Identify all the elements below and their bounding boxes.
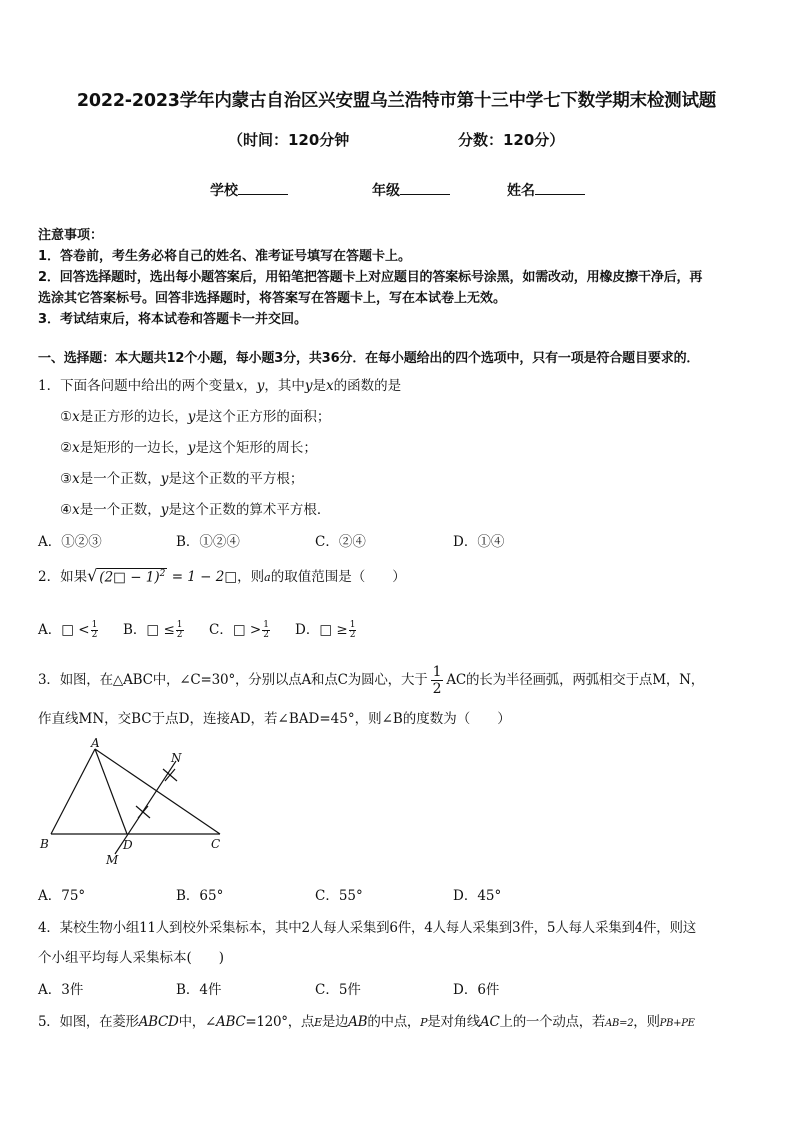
label-n: N [171,751,182,765]
item-num: ① [60,409,73,425]
q1-text: 1．下面各问题中给出的两个变量 [38,378,236,394]
question-2-stem [38,565,406,585]
point-e: E [314,1016,322,1029]
segment-ab [51,749,95,834]
arc-mark-lower [138,806,148,818]
q1-option-c: C．②④ [315,534,366,550]
q2-text: ，则 [237,569,265,585]
q1-text: 是 [312,378,326,394]
q1-option-d: D．①④ [453,534,505,550]
notes-line-4: 3．考试结束后，将本试卷和答题卡一并交回。 [38,312,308,327]
notes-line-1: 1．答卷前，考生务必将自己的姓名、准考证号填写在答题卡上。 [38,249,412,264]
var-x: x [326,378,334,394]
q3-text: 3．如图，在△ABC中，∠C=30°，分别以点A和点C为圆心，大于 [38,672,428,688]
denominator: 2 [263,630,269,640]
option-label: C．□ > [209,622,262,638]
item-text: 是矩形的一边长， [79,440,188,456]
item-num: ④ [60,502,73,518]
page-title: 2022-2023学年内蒙古自治区兴安盟乌兰浩特市第十三中学七下数学期末检测试题 [76,91,717,111]
q1-comma: ， [243,378,257,394]
q4-option-a: A．3件 [38,982,84,998]
exam-time: （时间：120分钟 [228,131,350,149]
side-ab: AB [348,1014,368,1030]
label-a: A [91,736,100,750]
grade-field [372,180,450,200]
triangle-figure [38,736,228,870]
name-blank [535,180,585,195]
question-1-item-3 [60,467,303,487]
numerator: 1 [176,620,183,630]
fraction [176,621,184,640]
var-x: x [72,409,80,425]
var-y: y [187,409,196,425]
option-label: A．□ < [38,622,90,638]
radicand [97,568,167,586]
var-x: x [235,378,244,394]
var-y: y [160,502,169,518]
half-fraction [431,664,444,697]
item-text: 是正方形的边长， [79,409,188,425]
grade-blank [400,180,450,195]
q3-option-b: B．65° [176,888,224,904]
item-text: 是这个正数的算术平方根． [168,502,331,518]
question-1-item-2 [60,436,317,456]
q5-text: 的中点， [367,1014,421,1030]
segment-ac [95,749,220,834]
question-3-line-2: 作直线MN，交BC于点D，连接AD，若∠BAD=45°，则∠B的度数为（ ） [38,711,511,727]
notes-line-2: 2．回答选择题时，选出每小题答案后，用铅笔把答题卡上对应题目的答案标号涂黑，如需改动，用橡皮擦干净后，再 [38,270,703,285]
name-field [507,180,585,200]
denominator: 2 [349,630,356,640]
numerator: 1 [432,664,442,680]
numerator: 1 [263,620,269,630]
question-3-line-1 [38,664,704,697]
q5-text: =120°，点 [245,1014,315,1030]
school-blank [238,180,288,195]
q1-option-b: B．①②④ [176,534,240,550]
q3-text: AC的长为半径画弧，两弧相交于点M，N， [446,672,705,688]
question-4-line-1: 4．某校生物小组11人到校外采集标本，其中2人每人采集到6件，4人每人采集到3件，5人每人采集到4件，则这 [38,920,697,936]
expression-pb-pe: PB+PE [659,1018,695,1029]
q4-option-c: C．5件 [315,982,361,998]
q4-option-b: B．4件 [176,982,222,998]
fraction [91,621,99,640]
question-5-line-1 [38,1010,695,1030]
q5-text: 中， [178,1014,205,1030]
var-y: y [256,378,265,394]
q1-text: 的函数的是 [333,378,402,394]
q1-option-a: A．①②③ [38,534,102,550]
option-label: B．□ ≤ [123,622,175,638]
label-b: B [40,837,49,851]
var-x: x [72,471,80,487]
item-text: 是一个正数， [79,502,161,518]
question-1-item-4 [60,498,330,518]
q5-text: 上的一个动点，若 [499,1014,606,1030]
section-heading: 一、选择题：本大题共12个小题，每小题3分，共36分．在每小题给出的四个选项中，只有一项是符合题目要求的． [38,351,700,366]
q5-text: 5．如图，在菱形 [38,1014,139,1030]
label-m: M [106,853,119,867]
var-a: a [264,571,271,584]
q2-option-c [209,618,271,640]
item-text: 是这个正数的平方根； [168,471,304,487]
name-label: 姓名 [507,183,535,199]
var-x: x [72,502,80,518]
diagonal-ac: AC [480,1014,500,1030]
denominator: 2 [176,630,183,640]
question-1-item-1 [60,405,330,425]
item-text: 是这个正方形的面积； [195,409,331,425]
denominator: 2 [91,630,98,640]
sqrt-sign: √ [87,566,98,585]
q3-option-d: D．45° [453,888,502,904]
condition-ab: AB=2 [605,1018,634,1029]
grade-label: 年级 [372,183,400,199]
option-label: D．□ ≥ [295,622,348,638]
q4-option-d: D．6件 [453,982,500,998]
item-num: ② [60,440,73,456]
segment-ad [95,749,127,834]
item-text: 是一个正数， [79,471,161,487]
var-y: y [187,440,196,456]
item-num: ③ [60,471,73,487]
q2-rhs: = 1 − 2□ [167,569,238,585]
q2-option-a [38,618,99,640]
var-x: x [72,440,80,456]
notes-heading: 注意事项： [38,228,104,243]
exponent: 2 [159,568,166,579]
var-y: y [160,471,169,487]
q5-text: ，则 [633,1014,660,1030]
school-field [210,180,288,200]
q2-text: 2．如果 [38,569,88,585]
exam-score: 分数：120分） [458,131,565,149]
numerator: 1 [349,620,356,630]
q5-text: 是边 [321,1014,349,1030]
label-c: C [211,837,221,851]
rhombus-name: ABCD [138,1014,179,1030]
q1-text: ，其中 [264,378,305,394]
denominator: 2 [432,681,442,697]
angle-abc: ∠ABC [204,1014,246,1030]
numerator: 1 [91,620,98,630]
q2-option-b [123,618,185,640]
fraction [262,621,270,640]
q3-option-a: A．75° [38,888,86,904]
q3-option-c: C．55° [315,888,363,904]
q2-text: 的取值范围是（ ） [270,569,406,585]
fraction [349,621,357,640]
var-y: y [304,378,313,394]
point-p: P [420,1016,428,1029]
label-d: D [123,838,133,852]
question-4-line-2: 个小组平均每人采集标本( ) [38,950,225,966]
radicand-text: (2□ − 1) [99,569,160,585]
school-label: 学校 [210,183,238,199]
item-text: 是这个矩形的周长； [195,440,317,456]
q5-text: 是对角线 [427,1014,481,1030]
notes-line-3: 选涂其它答案标号。回答非选择题时，将答案写在答题卡上，写在本试卷上无效。 [38,291,507,306]
question-1-stem [38,374,401,394]
q2-option-d [295,618,357,640]
